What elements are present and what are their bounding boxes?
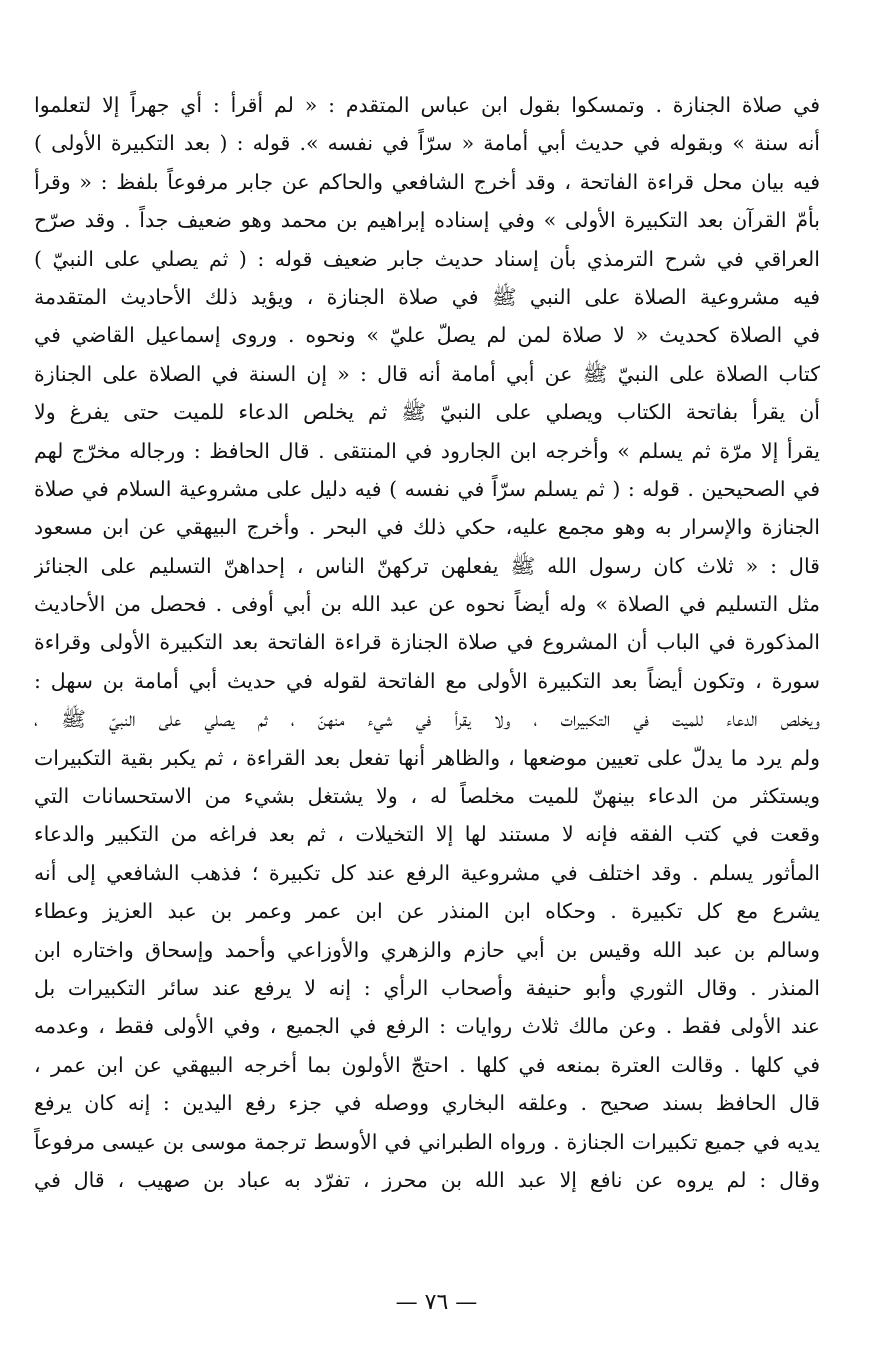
text-line: سورة ، وتكون أيضاً بعد التكبيرة الأولى مع الفاتحة لقوله في حديث أبي أمامة بن سهل :: [34, 668, 820, 693]
text-line: يقرأ إلا مرّة ثم يسلم » وأخرجه ابن الجارود في المنتقى . قال الحافظ : ورجاله مخرّج لهم: [34, 438, 820, 463]
text-line: كتاب الصلاة على النبيّ ﷺ عن أبي أمامة أنه قال : « إن السنة في الصلاة على الجنازة: [34, 361, 820, 386]
text-line: أنه سنة » وبقوله في حديث أبي أمامة « سرّاً في نفسه ». قوله : ( بعد التكبيرة الأولى ): [34, 131, 820, 156]
text-line: فيه بيان محل قراءة الفاتحة ، وقد أخرج الشافعي والحاكم عن جابر مرفوعاً بلفظ : « وقرأ: [34, 169, 820, 194]
text-line: أن يقرأ بفاتحة الكتاب ويصلي على النبيّ ﷺ ثم يخلص الدعاء للميت حتى يفرغ ولا: [34, 400, 820, 425]
text-line: في الصحيحين . قوله : ( ثم يسلم سرّاً في نفسه ) فيه دليل على مشروعية السلام في صلاة: [34, 476, 820, 501]
text-line: عند الأولى فقط . وعن مالك ثلاث روايات : الرفع في الجميع ، وفي الأولى فقط ، وعدمه: [34, 1014, 820, 1039]
text-line: قال : « ثلاث كان رسول الله ﷺ يفعلهن تركهنّ الناس ، إحداهنّ التسليم على الجنائز: [34, 553, 820, 578]
text-line: قال الحافظ بسند صحيح . وعلقه البخاري ووصله في جزء رفع اليدين : إنه كان يرفع: [34, 1091, 820, 1116]
text-line: ويخلص الدعاء للميت في التكبيرات ، ولا يقرأ في شيء منهنّ ، ثم يصلي على النبيّ ﷺ ،: [34, 707, 820, 732]
page-number: — ٧٦ —: [395, 1290, 478, 1315]
text-line: في الصلاة كحديث « لا صلاة لمن لم يصلّ عليّ » ونحوه . وروى إسماعيل القاضي في: [34, 323, 820, 348]
text-line: العراقي في شرح الترمذي بأن إسناد حديث جابر ضعيف قوله : ( ثم يصلي على النبيّ ): [34, 246, 820, 271]
text-line: فيه مشروعية الصلاة على النبي ﷺ في صلاة الجنازة ، ويؤيد ذلك الأحاديث المتقدمة: [34, 284, 820, 309]
text-line: المذكورة في الباب أن المشروع في صلاة الجنازة قراءة الفاتحة بعد التكبيرة الأولى وقراءة: [34, 630, 820, 655]
text-line: يديه في جميع تكبيرات الجنازة . ورواه الطبراني في الأوسط ترجمة موسى بن عيسى مرفوعاً: [34, 1129, 820, 1154]
text-line: يشرع مع كل تكبيرة . وحكاه ابن المنذر عن ابن عمر وعمر بن عبد العزيز وعطاء: [34, 899, 820, 924]
text-line: وقعت في كتب الفقه فإنه لا مستند لها إلا التخيلات ، ثم بعد فراغه من التكبير والدعاء: [34, 822, 820, 847]
text-line: بأمّ القرآن بعد التكبيرة الأولى » وفي إسناده إبراهيم بن محمد وهو ضعيف جداً . وقد صرّح: [34, 208, 820, 233]
text-line: في صلاة الجنازة . وتمسكوا بقول ابن عباس المتقدم : « لم أقرأ : أي جهراً إلا لتعلموا: [34, 93, 820, 117]
text-line: وسالم بن عبد الله وقيس بن أبي حازم والزهري والأوزاعي وأحمد وإسحاق واختاره ابن: [34, 937, 820, 962]
text-line: ولم يرد ما يدلّ على تعيين موضعها ، والظاهر أنها تفعل بعد القراءة ، ثم يكبر بقية التكبيرات: [34, 745, 820, 770]
text-line: الجنازة والإسرار به وهو مجمع عليه، حكي ذلك في البحر . وأخرج البيهقي عن ابن مسعود: [34, 515, 820, 540]
text-line: المأثور يسلم . وقد اختلف في مشروعية الرفع عند كل تكبيرة ؛ فذهب الشافعي إلى أنه: [34, 860, 820, 885]
text-line: في كلها . وقالت العترة بمنعه في كلها . احتجّ الأولون بما أخرجه البيهقي عن ابن عمر ،: [34, 1052, 820, 1077]
text-line: المنذر . وقال الثوري وأبو حنيفة وأصحاب الرأي : إنه لا يرفع عند سائر التكبيرات بل: [34, 975, 820, 1000]
body-text: [34, 86, 820, 1199]
text-line: وقال : لم يروه عن نافع إلا عبد الله بن محرز ، تفرّد به عباد بن صهيب ، قال في: [34, 1167, 820, 1192]
text-line: مثل التسليم في الصلاة » وله أيضاً نحوه عن عبد الله بن أبي أوفى . فحصل من الأحاديث: [34, 592, 820, 617]
text-line: ويستكثر من الدعاء بينهنّ للميت مخلصاً له ، ولا يشتغل بشيء من الاستحسانات التي: [34, 784, 820, 809]
